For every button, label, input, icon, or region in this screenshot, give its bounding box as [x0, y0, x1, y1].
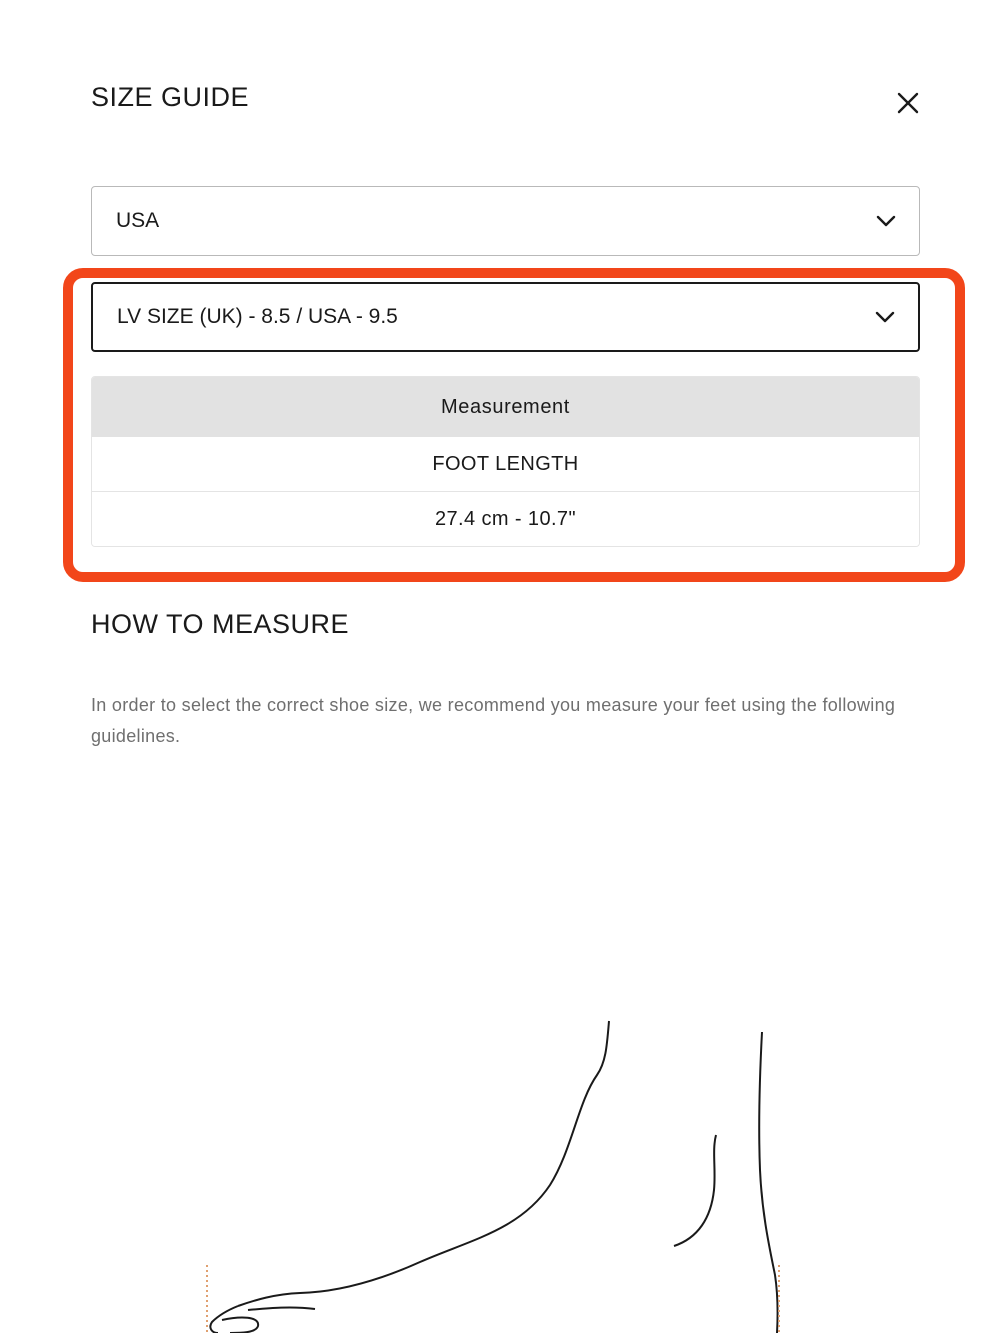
country-select[interactable] [91, 186, 920, 256]
country-select-value: USA [116, 209, 160, 232]
measurement-row-label: FOOT LENGTH [92, 437, 919, 491]
how-to-measure-text: In order to select the correct shoe size, we recommend you measure your feet using the following guidelines. [91, 695, 896, 746]
measurement-table-header: Measurement [92, 377, 919, 437]
how-to-measure-title: HOW TO MEASURE [91, 609, 350, 639]
measurement-row-value: 27.4 cm - 10.7" [92, 491, 919, 546]
chevron-down-icon [873, 208, 899, 234]
size-select-value: LV SIZE (UK) - 8.5 / USA - 9.5 [117, 305, 398, 328]
page-title: SIZE GUIDE [91, 82, 250, 112]
chevron-down-icon [872, 304, 898, 330]
size-select[interactable] [91, 282, 920, 352]
measurement-table [91, 376, 920, 547]
close-icon [893, 88, 923, 118]
foot-illustration [0, 1000, 1000, 1333]
close-button[interactable] [893, 88, 923, 118]
